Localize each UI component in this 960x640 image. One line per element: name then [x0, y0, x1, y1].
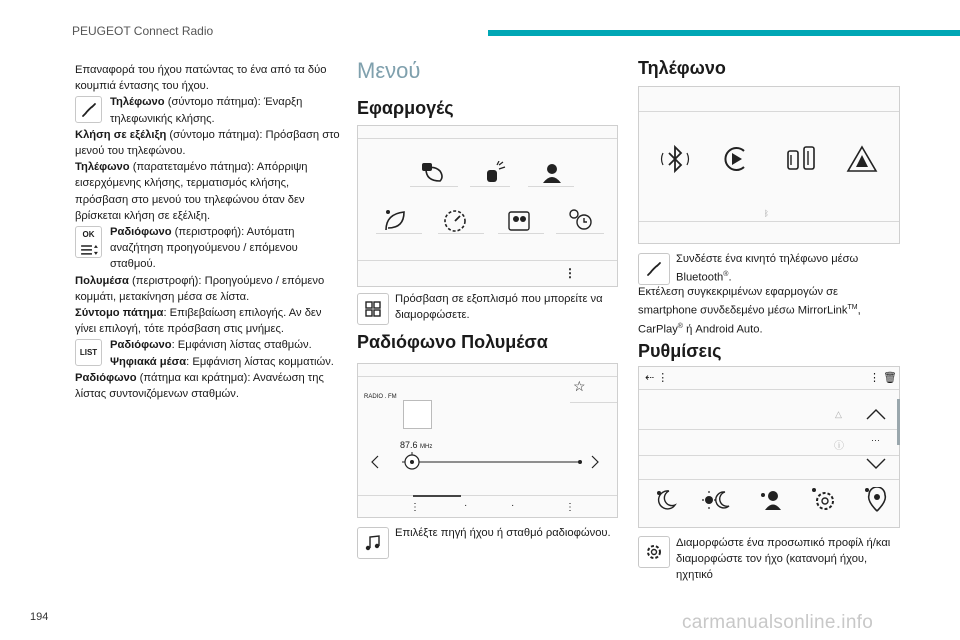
list-label: LIST — [79, 347, 98, 357]
settings-screen — [638, 366, 900, 528]
radio-dot-icon: · — [464, 500, 468, 511]
scroll-down-icon[interactable] — [865, 457, 887, 471]
ok-label: OK — [82, 230, 95, 240]
tuner-slider[interactable] — [368, 452, 608, 472]
back-arrow-icon[interactable]: ⇠ ⋮ — [645, 372, 669, 384]
phone-desc2-tm: TM — [847, 304, 858, 312]
call-text: (σύντομο πάτημα): Πρόσβαση στο μενού του τηλεφώνου. — [75, 128, 340, 158]
media-rot-block — [75, 273, 345, 305]
running-header: PEUGEOT Connect Radio — [72, 24, 214, 38]
user-icon — [541, 161, 563, 185]
phone-desc2-b: , CarPlay — [638, 304, 861, 336]
gear-icon[interactable] — [811, 487, 837, 513]
radio-description: Επιλέξτε πηγή ήχου ή σταθμό ραδιοφώνου. — [395, 527, 611, 539]
eco-icon — [382, 208, 408, 232]
list-row — [75, 337, 345, 369]
climate-timer-icon — [566, 208, 594, 234]
phone-row — [75, 94, 345, 126]
more-vertical-icon[interactable]: ⋮ — [564, 266, 576, 280]
frequency-unit: MHz — [420, 444, 433, 450]
intro-text: Επαναφορά του ήχου πατώντας το ένα από τα δύο κουμπιά έντασης του ήχου. — [75, 64, 327, 93]
phone-bold: Τηλέφωνο — [110, 96, 165, 109]
ellipsis-icon: ··· — [871, 435, 880, 445]
phone-desc1-text: Συνδέστε ένα κινητό τηλέφωνο μέσω Bluetooth — [676, 253, 859, 284]
phone-long-bold: Τηλέφωνο — [75, 161, 130, 174]
digital-text: : Εμφάνιση λίστας κομματιών. — [186, 355, 334, 368]
car-app-icon — [483, 161, 507, 185]
carplay-icon[interactable] — [722, 145, 750, 173]
radio-options-icon[interactable]: ⋮ — [565, 502, 575, 513]
radio-media-title: Ραδιόφωνο Πολυμέσα — [357, 332, 548, 352]
android-auto-icon[interactable] — [846, 145, 878, 173]
short-text: : Επιβεβαίωση επιλογής. Αν δεν γίνει επιλογή, τότε πρόσβαση στις μνήμες. — [75, 307, 322, 336]
settings-description: Διαμορφώστε ένα προσωπικό προφίλ ή/και διαμορφώστε τον ήχο (κατανομή ήχου, ηχητικό — [676, 537, 891, 582]
info-icon: ⓘ — [834, 441, 844, 452]
radio-rot-text: (περιστροφή): Αυτόματη αναζήτηση προηγούμενου / επόμενου σταθμού. — [110, 226, 298, 271]
profile-icon[interactable] — [759, 489, 783, 511]
phone-long-block — [75, 159, 345, 224]
phone-long-text: (παρατεταμένο πάτημα): Απόρριψη εισερχόμενης κλήσης, τερματισμός κλήσης, πρόσβαση στο μενού του τηλεφώνου όταν δεν βρίσκεται κλήση σε εξέλιξη. — [75, 161, 308, 222]
day-night-icon[interactable] — [701, 489, 731, 511]
phone-description-1 — [676, 251, 901, 286]
apps-screen — [357, 125, 618, 287]
drivers-icon — [508, 211, 530, 231]
progress-indicator — [413, 495, 461, 497]
radio-press-text: (πάτημα και κράτημα): Ανανέωση της λίστας συντονιζόμενων σταθμών. — [75, 371, 324, 401]
bluetooth-icon[interactable] — [659, 143, 691, 175]
phone-desc2-a: Εκτέλεση συγκεκριμένων εφαρμογών σε smartphone συνδεδεμένο μέσω MirrorLink — [638, 286, 848, 317]
apps-description: Πρόσβαση σε εξοπλισμό που μπορείτε να διαμορφώσετε. — [395, 293, 603, 322]
music-note-icon — [357, 527, 389, 559]
radio-list-bold: Ραδιόφωνο — [110, 339, 172, 352]
settings-menu-icon[interactable]: ⋮ 🗑 — [869, 372, 898, 384]
radio-press-block — [75, 370, 345, 402]
phone-title: Τηλέφωνο — [638, 58, 726, 78]
gauge-settings-icon — [442, 208, 468, 234]
call-text-block — [75, 127, 345, 159]
night-mode-icon[interactable] — [655, 489, 677, 511]
scrollbar[interactable] — [897, 399, 900, 445]
settings-title: Ρυθμίσεις — [638, 341, 722, 361]
radio-rot-bold: Ραδιόφωνο — [110, 226, 172, 239]
ok-row — [75, 224, 345, 273]
favorite-star-icon[interactable]: ☆ — [573, 378, 586, 394]
media-rot-text: (περιστροφή): Προηγούμενο / επόμενο κομμάτι, μετακίνηση μέσα σε λίστα. — [75, 274, 325, 303]
radio-band-label: RADIO . FM — [364, 394, 397, 400]
scroll-up-icon[interactable] — [865, 407, 887, 421]
apps-title: Εφαρμογές — [357, 98, 454, 118]
apps-grid-icon — [357, 293, 389, 325]
header-accent-bar — [488, 30, 960, 36]
station-artwork — [403, 400, 432, 429]
list-button-icon — [75, 339, 102, 366]
call-bold: Κλήση σε εξέλιξη — [75, 128, 167, 141]
phone-desc2-reg: ® — [677, 323, 683, 331]
ok-knob-icon — [75, 226, 102, 258]
phone-icon — [75, 96, 102, 123]
menu-title: Μενού — [357, 58, 421, 83]
frequency-readout — [400, 440, 432, 450]
watermark: carmanualsonline.info — [682, 612, 874, 633]
radio-list-text: : Εμφάνιση λίστας σταθμών. — [171, 339, 312, 352]
radio-dot-icon-2: · — [511, 500, 515, 511]
frequency-value: 87.6 — [400, 440, 418, 450]
short-bold: Σύντομο πάτημα — [75, 307, 164, 320]
page-number: 194 — [30, 611, 49, 623]
media-rot-bold: Πολυμέσα — [75, 274, 129, 287]
radio-screen — [357, 363, 618, 518]
short-press-block — [75, 305, 345, 337]
location-settings-icon[interactable] — [863, 487, 889, 513]
settings-gear-icon — [638, 536, 670, 568]
bluetooth-status-icon: ᛒ — [764, 209, 769, 218]
phone-desc1-reg: ® — [723, 271, 729, 279]
phone-handset-icon — [638, 253, 670, 285]
phone-screen — [638, 86, 900, 244]
phone-text: (σύντομο πάτημα): Έναρξη τηλεφωνικής κλήσης. — [110, 96, 303, 125]
digital-bold: Ψηφιακά μέσα — [110, 355, 187, 368]
warning-icon: △ — [835, 409, 842, 419]
radio-more-icon[interactable]: ⋮ — [410, 502, 420, 513]
messages-icon — [420, 161, 446, 185]
column-controls — [75, 62, 345, 402]
mirrorlink-icon[interactable] — [786, 145, 816, 173]
phone-description-2 — [638, 284, 900, 338]
phone-desc2-c: ή Android Auto. — [682, 323, 763, 336]
phone-desc1-end: . — [728, 271, 732, 284]
radio-press-bold: Ραδιόφωνο — [75, 371, 137, 384]
